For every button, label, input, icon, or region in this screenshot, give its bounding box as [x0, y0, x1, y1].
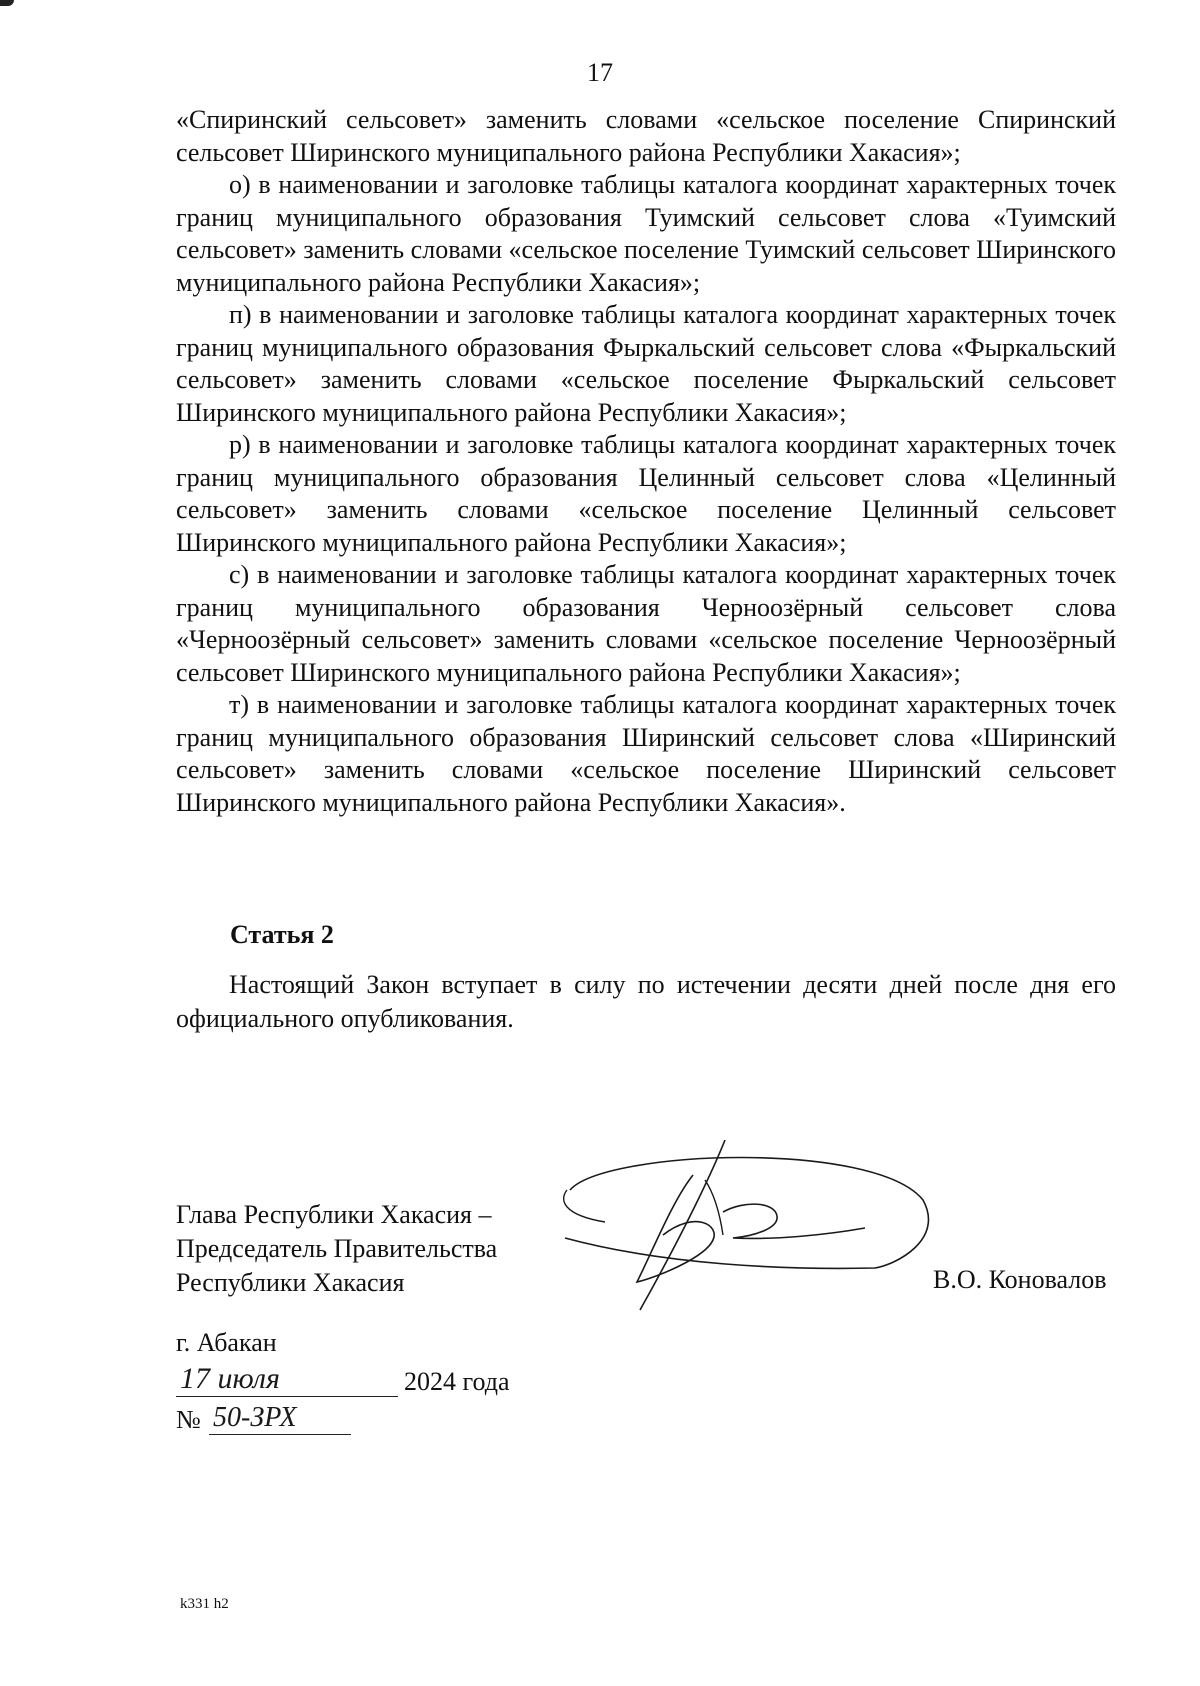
- paragraph-continuation: «Спиринский сельсовет» заменить словами «сельское поселение Спиринский сельсовет Ширинского муниципального района Республики Хакасия»;: [176, 105, 1116, 167]
- signer-position: [176, 1198, 497, 1300]
- signer-position-line: Председатель Правительства: [176, 1234, 498, 1263]
- place-of-signing: г. Абакан: [176, 1328, 277, 1357]
- paragraph-item-p: п) в наименовании и заголовке таблицы каталога координат характерных точек границ муниципального образования Фыркальский сельсовет слова «Фыркальский сельсовет» заменить словами «сельское поселение Фыркальский сельсовет Ширинского муниципального района Республики Хакасия»;: [176, 300, 1116, 427]
- article-paragraph: Настоящий Закон вступает в силу по истечении десяти дней после дня его официального опубликования.: [176, 970, 1116, 1033]
- signer-name: В.О. Коновалов: [933, 1265, 1107, 1294]
- number-sign: №: [176, 1405, 201, 1434]
- svg-text:17 июля: 17 июля: [180, 1362, 280, 1395]
- handwritten-number-ink: [209, 1398, 351, 1434]
- signer-position-line: Глава Республики Хакасия –: [176, 1200, 492, 1229]
- svg-text:50-ЗРХ: 50-ЗРХ: [212, 1402, 297, 1433]
- signing-date: [176, 1362, 510, 1397]
- signer-position-line: Республики Хакасия: [176, 1268, 405, 1297]
- handwritten-date: [176, 1362, 398, 1397]
- handwritten-date-ink: [176, 1358, 398, 1396]
- article-body: [176, 968, 1116, 1036]
- paragraph-item-s: с) в наименовании и заголовке таблицы каталога координат характерных точек границ муниципального образования Черноозёрный сельсовет слова «Черноозёрный сельсовет» заменить словами «сельское поселение Черноозёрный сельсовет Ширинского муниципального района Республики Хакасия»;: [176, 560, 1116, 687]
- paragraph-item-t: т) в наименовании и заголовке таблицы каталога координат характерных точек границ муниципального образования Ширинский сельсовет слова «Ширинский сельсовет» заменить словами «сельское поселение Ширинский сельсовет Ширинского муниципального района Республики Хакасия».: [176, 690, 1116, 817]
- article-heading: Статья 2: [230, 920, 334, 949]
- document-code: k331 h2: [180, 1596, 229, 1612]
- handwritten-signature: [545, 1140, 935, 1315]
- page-number: 17: [587, 58, 613, 87]
- paragraph-item-o: о) в наименовании и заголовке таблицы каталога координат характерных точек границ муниципального образования Туимский сельсовет слова «Туимский сельсовет» заменить словами «сельское поселение Туимский сельсовет Ширинского муниципального района Республики Хакасия»;: [176, 170, 1116, 297]
- body-text: [176, 104, 1116, 819]
- date-year: 2024 года: [404, 1367, 510, 1396]
- law-number: [176, 1400, 351, 1435]
- handwritten-number: [209, 1400, 351, 1435]
- scan-corner-mark: [0, 0, 14, 6]
- paragraph-item-r: р) в наименовании и заголовке таблицы каталога координат характерных точек границ муниципального образования Целинный сельсовет слова «Целинный сельсовет» заменить словами «сельское поселение Целинный сельсовет Ширинского муниципального района Республики Хакасия»;: [176, 430, 1116, 557]
